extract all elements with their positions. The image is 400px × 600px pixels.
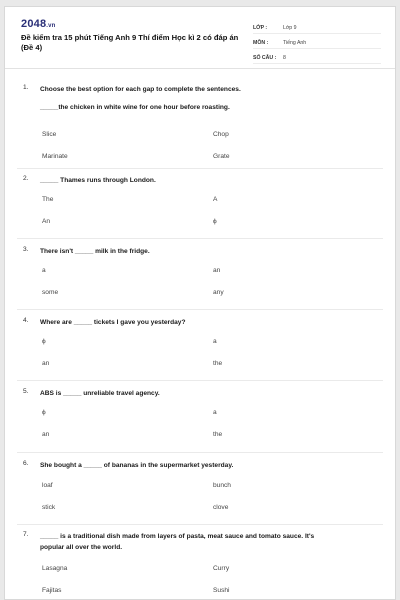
option-a[interactable]: ϕ — [42, 409, 46, 416]
question-text-line: There isn't _____ milk in the fridge. — [40, 248, 150, 255]
question-divider — [17, 309, 383, 310]
question-divider — [17, 238, 383, 239]
option-b[interactable]: a — [213, 409, 217, 416]
option-d[interactable]: the — [213, 360, 223, 367]
question-text — [40, 460, 380, 471]
question-number: 6. — [23, 460, 29, 467]
worksheet-meta — [253, 19, 381, 64]
option-a[interactable]: loaf — [42, 482, 53, 489]
question-text-line: _____ Thames runs through London. — [40, 177, 156, 184]
option-a[interactable]: a — [42, 267, 46, 274]
option-b[interactable]: Chop — [213, 131, 229, 138]
option-c[interactable]: stick — [42, 504, 56, 511]
question-divider — [17, 524, 383, 525]
option-d[interactable]: any — [213, 289, 224, 296]
meta-row-subject — [253, 34, 381, 49]
question-text-line: She bought a _____ of bananas in the supermarket yesterday. — [40, 462, 234, 469]
option-b[interactable]: bunch — [213, 482, 231, 489]
question-number: 1. — [23, 84, 29, 91]
site-logo[interactable] — [21, 18, 56, 30]
question-text-line: popular all over the world. — [40, 544, 123, 551]
option-a[interactable]: The — [42, 196, 54, 203]
question-text-line: _____ is a traditional dish made from layers of pasta, meat sauce and tomato sauce. It's — [40, 533, 315, 540]
question-number: 2. — [23, 175, 29, 182]
option-d[interactable]: Sushi — [213, 587, 230, 594]
option-c[interactable]: Fajitas — [42, 587, 62, 594]
option-d[interactable]: clove — [213, 504, 229, 511]
meta-row-class — [253, 19, 381, 34]
question-divider — [17, 168, 383, 169]
logo-main: 2048 — [21, 18, 47, 30]
question-number: 5. — [23, 388, 29, 395]
question-text-line: Where are _____ tickets I gave you yesterday? — [40, 319, 186, 326]
question-text-line: Choose the best option for each gap to complete the sentences. — [40, 86, 241, 93]
question-number: 4. — [23, 317, 29, 324]
option-d[interactable]: ϕ — [213, 218, 217, 225]
option-c[interactable]: an — [42, 360, 50, 367]
option-c[interactable]: some — [42, 289, 59, 296]
worksheet-title: Đề kiểm tra 15 phút Tiếng Anh 9 Thí điểm Học kì 2 có đáp án (Đề 4) — [21, 33, 239, 52]
option-a[interactable]: Slice — [42, 131, 57, 138]
option-b[interactable]: A — [213, 196, 218, 203]
meta-row-count — [253, 49, 381, 64]
question-number: 7. — [23, 531, 29, 538]
meta-key-count: SỐ CÂU : — [253, 55, 277, 61]
question-text — [40, 84, 380, 113]
option-d[interactable]: Grate — [213, 153, 230, 160]
option-b[interactable]: a — [213, 338, 217, 345]
option-c[interactable]: Marinate — [42, 153, 68, 160]
meta-key-subject: MÔN : — [253, 40, 269, 46]
question-text — [40, 175, 380, 186]
option-a[interactable]: Lasagna — [42, 565, 68, 572]
option-b[interactable]: Curry — [213, 565, 230, 572]
meta-value-count: 8 — [283, 55, 286, 61]
meta-value-class: Lớp 9 — [283, 25, 297, 31]
meta-value-subject: Tiếng Anh — [283, 40, 307, 46]
question-text — [40, 531, 380, 553]
question-divider — [17, 452, 383, 453]
logo-suffix: .vn — [46, 23, 56, 29]
option-d[interactable]: the — [213, 431, 223, 438]
option-b[interactable]: an — [213, 267, 221, 274]
question-divider — [17, 380, 383, 381]
question-text-line: _____the chicken in white wine for one hour before roasting. — [40, 104, 230, 111]
worksheet-page — [4, 6, 396, 600]
question-text — [40, 317, 380, 328]
question-number: 3. — [23, 246, 29, 253]
question-text-line: ABS is _____ unreliable travel agency. — [40, 390, 160, 397]
question-text — [40, 246, 380, 257]
question-text — [40, 388, 380, 399]
meta-key-class: LỚP : — [253, 25, 268, 31]
option-c[interactable]: An — [42, 218, 51, 225]
worksheet-header — [5, 7, 395, 69]
option-c[interactable]: an — [42, 431, 50, 438]
option-a[interactable]: ϕ — [42, 338, 46, 345]
